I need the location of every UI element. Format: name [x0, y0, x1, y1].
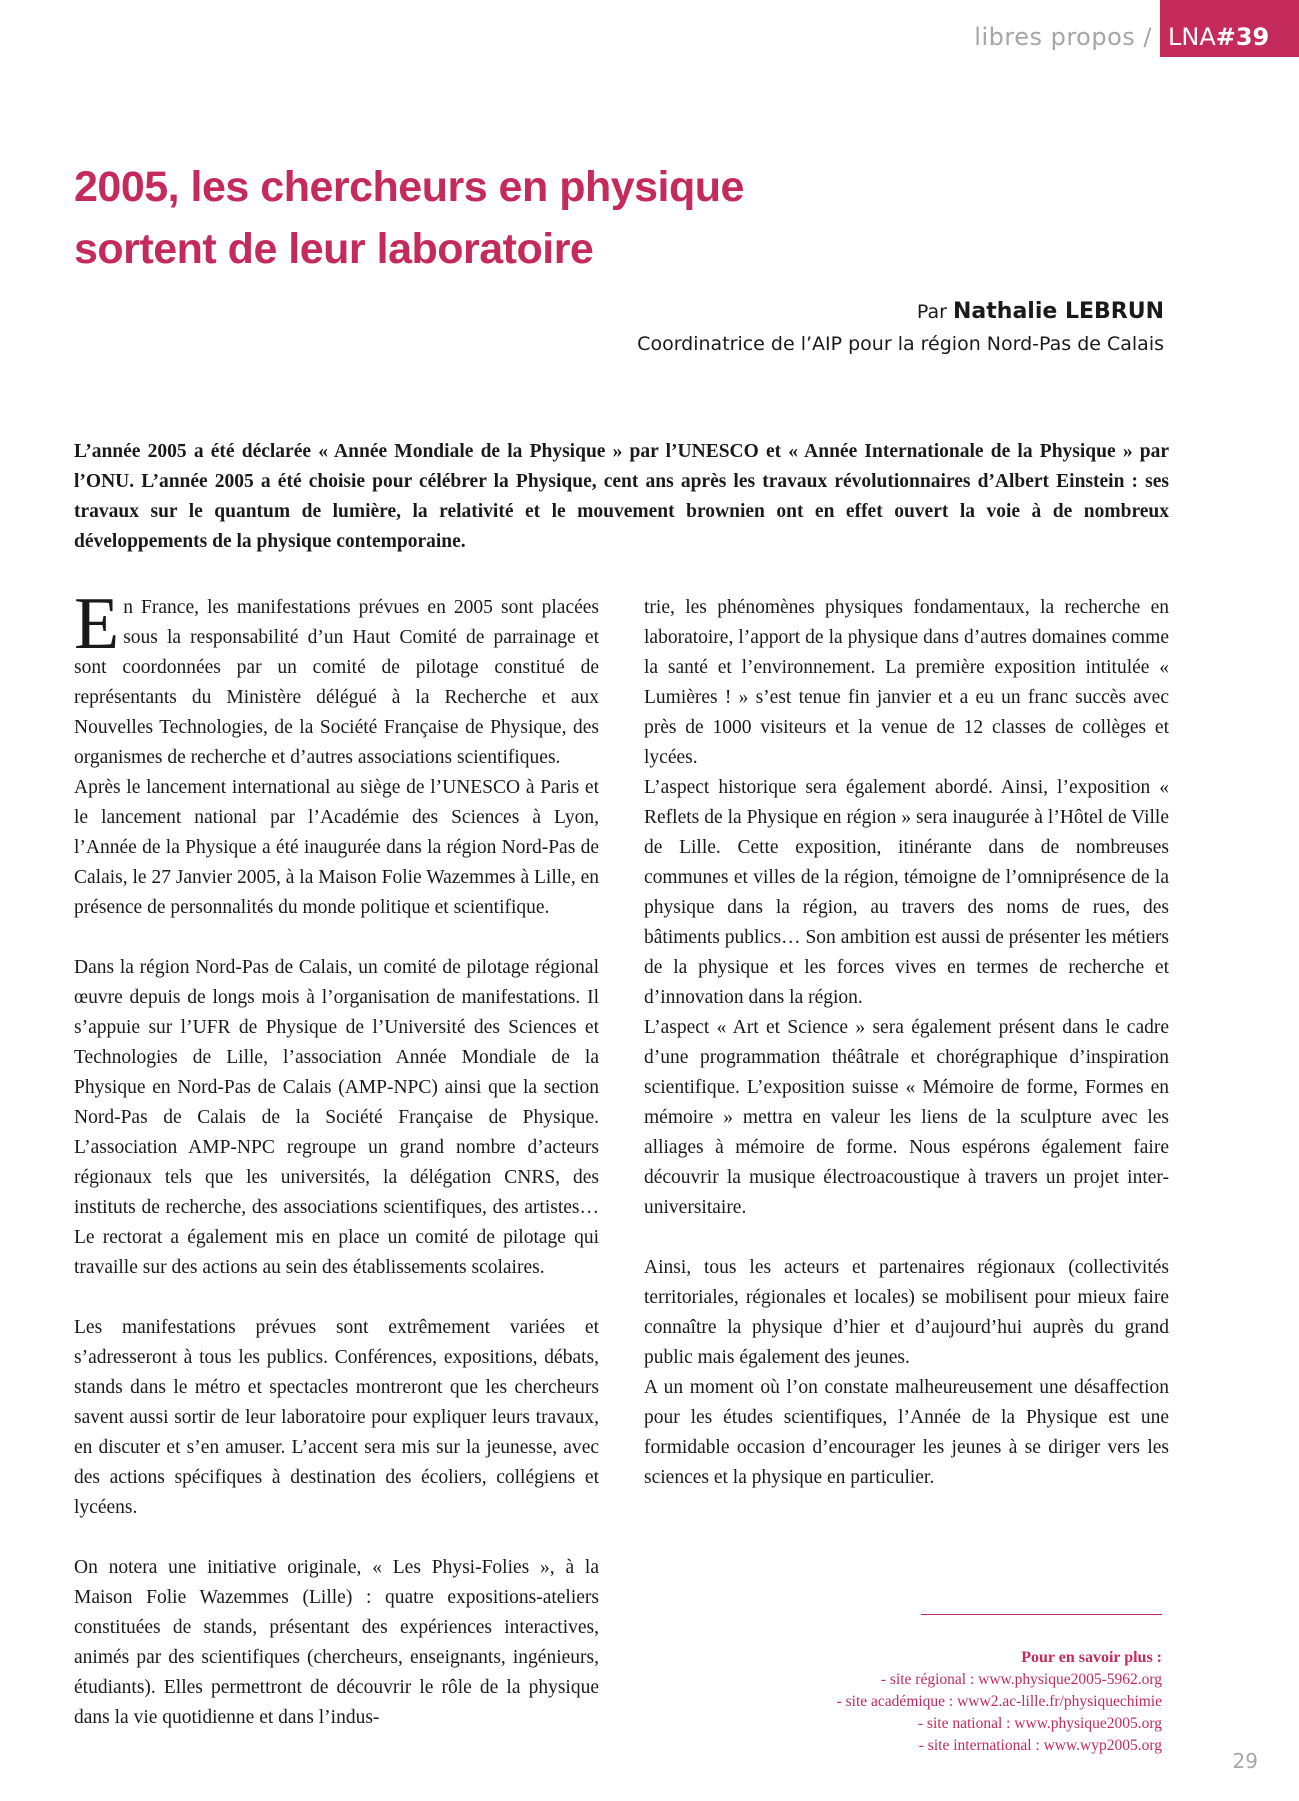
- paragraph: Les manifestations prévues sont extrêmement variées et s’adresseront à tous les publics. Conférences, expositions, débats, stands dans le métro et spectacles montreront que les chercheurs savent aussi sortir de leur laboratoire pour expliquer leurs travaux, en discuter et s’en amuser. L’accent sera mis sur la jeunesse, avec des actions spécifiques à destination des écoliers, collégiens et lycéens.: [74, 1317, 599, 1518]
- issue-number: #39: [1215, 23, 1270, 51]
- paragraph: Ainsi, tous les acteurs et partenaires régionaux (collectivités territoriales, régionales et locales) se mobilisent pour mieux faire connaître la physique d’hier et d’aujourd’hui auprès du grand public mais également des jeunes.: [644, 1257, 1169, 1368]
- paragraph: Dans la région Nord-Pas de Calais, un comité de pilotage régional œuvre depuis de longs mois à l’organisation de manifestations. Il s’appuie sur l’UFR de Physique de l’Université des Sciences et Technologies de Lille, l’association Année Mondiale de la Physique en Nord-Pas de Calais (AMP-NPC) ainsi que la section Nord-Pas de Calais de la Société Française de Physique. L’association AMP-NPC regroupe un grand nombre d’acteurs régionaux tels que les universités, la délégation CNRS, des instituts de recherche, des associations scientifiques, des artistes… Le rectorat a également mis en place un comité de pilotage qui travaille sur des actions au sein des établissements scolaires.: [74, 957, 599, 1278]
- further-reading-heading: Pour en savoir plus :: [1021, 1649, 1162, 1666]
- paragraph: Après le lancement international au siège de l’UNESCO à Paris et le lancement national par l’Académie des Sciences à Lyon, l’Année de la Physique a été inaugurée dans la région Nord-Pas de Calais, le 27 Janvier 2005, à la Maison Folie Wazemmes à Lille, en présence de personnalités du monde politique et scientifique.: [74, 777, 599, 918]
- byline: [637, 296, 1164, 360]
- drop-cap: E: [74, 583, 120, 665]
- paragraph: A un moment où l’on constate malheureusement une désaffection pour les études scientifiques, l’Année de la Physique est une formidable occasion d’encourager les jeunes à se diriger vers les sciences et la physique en particulier.: [644, 1377, 1169, 1488]
- section-label: libres propos /: [974, 23, 1152, 51]
- further-reading-box: [762, 1614, 1162, 1757]
- paragraph: On notera une initiative originale, « Les Physi-Folies », à la Maison Folie Wazemmes (Lille) : quatre expositions-ateliers constituées de stands, présentant des expériences interactives, animés par des scientifiques (chercheurs, enseignants, ingénieurs, étudiants). Elles permettront de découvrir le rôle de la physique dans la vie quotidienne et dans l’indus-: [74, 1557, 599, 1728]
- byline-prefix: Par: [916, 301, 947, 323]
- link-academic[interactable]: - site académique : www2.ac-lille.fr/physiquechimie: [836, 1693, 1162, 1710]
- issue-prefix: LNA: [1168, 23, 1216, 51]
- link-international[interactable]: - site international : www.wyp2005.org: [918, 1737, 1162, 1754]
- issue-badge: [1160, 0, 1299, 57]
- right-column: [644, 593, 1169, 1493]
- author-role: Coordinatrice de l’AIP pour la région Nord-Pas de Calais: [637, 333, 1164, 355]
- left-column: [74, 583, 599, 1733]
- divider: [921, 1614, 1162, 1615]
- page-header: [974, 0, 1299, 57]
- paragraph: trie, les phénomènes physiques fondamentaux, la recherche en laboratoire, l’apport de la physique dans d’autres domaines comme la santé et l’environnement. La première exposition intitulée « Lumières ! » s’est tenue fin janvier et a eu un franc succès avec près de 1000 visiteurs et la venue de 12 classes de collèges et lycées.: [644, 597, 1169, 768]
- author-name: Nathalie LEBRUN: [953, 299, 1164, 324]
- link-national[interactable]: - site national : www.physique2005.org: [917, 1715, 1162, 1732]
- lead-paragraph: L’année 2005 a été déclarée « Année Mondiale de la Physique » par l’UNESCO et « Année Internationale de la Physique » par l’ONU. L’année 2005 a été choisie pour célébrer la Physique, cent ans après les travaux révolutionnaires d’Albert Einstein : ses travaux sur le quantum de lumière, la relativité et le mouvement brownien ont en effet ouvert la voie à de nombreux développements de la physique contemporaine.: [74, 441, 1169, 552]
- link-regional[interactable]: - site régional : www.physique2005-5962.org: [880, 1671, 1162, 1688]
- article-title: [74, 156, 974, 280]
- page-number: 29: [1232, 1749, 1258, 1773]
- title-line-2: sortent de leur laboratoire: [74, 225, 594, 273]
- paragraph: L’aspect historique sera également abordé. Ainsi, l’exposition « Reflets de la Physique en région » sera inaugurée à l’Hôtel de Ville de Lille. Cette exposition, itinérante dans de nombreuses communes et villes de la région, témoigne de l’omniprésence de la physique dans la région, au travers des noms de rues, des bâtiments publics… Son ambition est aussi de présenter les métiers de la physique et les forces vives en termes de recherche et d’innovation dans la région.: [644, 777, 1169, 1008]
- title-line-1: 2005, les chercheurs en physique: [74, 163, 744, 211]
- paragraph: [74, 583, 599, 773]
- paragraph-text: n France, les manifestations prévues en 2005 sont placées sous la responsabilité d’un Haut Comité de parrainage et sont coordonnées par un comité de pilotage constitué de représentants du Ministère délégué à la Recherche et aux Nouvelles Technologies, de la Société Française de Physique, des organismes de recherche et d’autres associations scientifiques.: [74, 597, 599, 768]
- paragraph: L’aspect « Art et Science » sera également présent dans le cadre d’une programmation théâtrale et chorégraphique d’inspiration scientifique. L’exposition suisse « Mémoire de forme, Formes en mémoire » mettra en valeur les liens de la sculpture avec les alliages à mémoire de forme. Nous espérons également faire découvrir la musique électroacoustique à travers un projet inter-universitaire.: [644, 1017, 1169, 1218]
